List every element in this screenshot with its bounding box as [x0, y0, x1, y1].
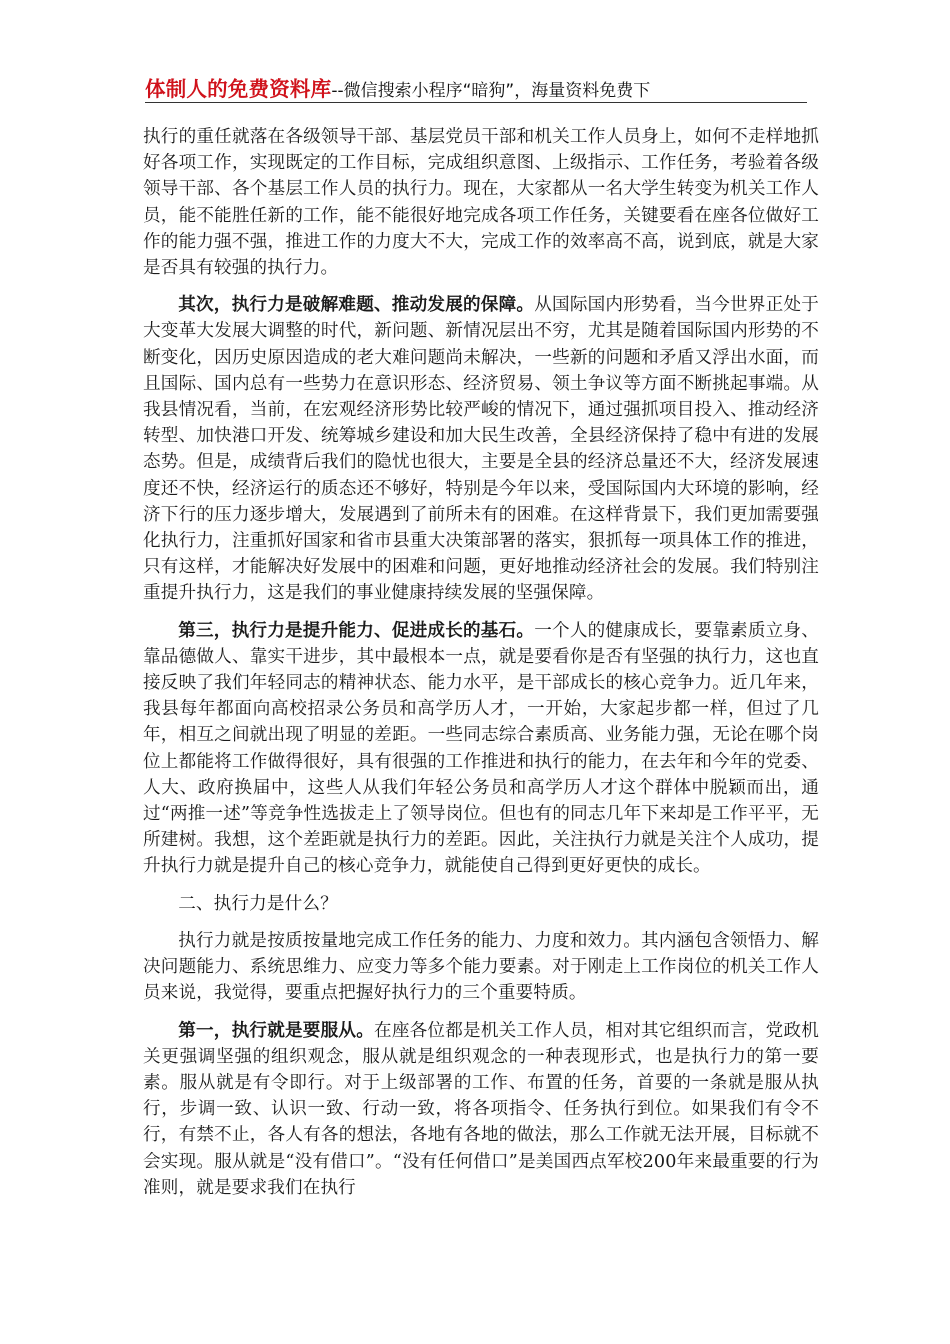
- section-heading-text: 二、执行力是什么？: [178, 893, 338, 914]
- document-body: [143, 124, 819, 1212]
- paragraph-lead: 第一，执行就是要服从。: [178, 1019, 375, 1041]
- paragraph-text: 从国际国内形势看，当今世界正处于大变革大发展大调整的时代，新问题、新情况层出不穷，尤其是随着国际国内形势的不断变化，因历史原因造成的老大难问题尚未解决，一些新的问题和矛盾又浮出水面，而且国际、国内总有一些势力在意识形态、经济贸易、领土争议等方面不断挑起事端。从我县情况看，当前，在宏观经济形势比较严峻的情况下，通过强抓项目投入、推动经济转型、加快港口开发、统筹城乡建设和加大民生改善，全县经济保持了稳中有进的发展态势。但是，成绩背后我们的隐忧也很大，主要是全县的经济总量还不大，经济发展速度还不快，经济运行的质态还不够好，特别是今年以来，受国际国内大环境的影响，经济下行的压力逐步增大，发展遇到了前所未有的困难。在这样背景下，我们更加需要强化执行力，注重抓好国家和省市县重大决策部署的落实，狠抓每一项具体工作的推进，只有这样，才能解决好发展中的困难和问题，更好地推动经济社会的发展。我们特别注重提升执行力，这是我们的事业健康持续发展的坚强保障。: [143, 295, 819, 604]
- paragraph-text: 在座各位都是机关工作人员，相对其它组织而言，党政机关更强调坚强的组织观念，服从就是组织观念的一种表现形式，也是执行力的第一要素。服从就是有令即行。对于上级部署的工作、布置的任务，首要的一条就是服从执行，步调一致、认识一致、行动一致，将各项指令、任务执行到位。如果我们有令不行，有禁不止，各人有各的想法，各地有各地的做法，那么工作就无法开展，目标就不会实现。服从就是“没有借口”。“没有任何借口”是美国西点军校200年来最重要的行为准则，就是要求我们在执行: [143, 1020, 819, 1198]
- page-header: [145, 72, 807, 103]
- paragraph-text: 执行力就是按质按量地完成工作任务的能力、力度和效力。其内涵包含领悟力、解决问题能力、系统思维力、应变力等多个能力要素。对于刚走上工作岗位的机关工作人员来说，我觉得，要重点把握好执行力的三个重要特质。: [143, 930, 819, 1004]
- paragraph-lead: 其次，执行力是破解难题、推动发展的保障。: [178, 294, 535, 316]
- header-tagline: --微信搜索小程序“暗狗”，海量资料免费下: [331, 81, 651, 101]
- paragraph: [143, 124, 819, 281]
- paragraph-text: 执行的重任就落在各级领导干部、基层党员干部和机关工作人员身上，如何不走样地抓好各项工作，实现既定的工作目标，完成组织意图、上级指示、工作任务，考验着各级领导干部、各个基层工作人员的执行力。现在，大家都从一名大学生转变为机关工作人员，能不能胜任新的工作，能不能很好地完成各项工作任务，关键要看在座各位做好工作的能力强不强，推进工作的力度大不大，完成工作的效率高不高，说到底，就是大家是否具有较强的执行力。: [143, 127, 819, 279]
- paragraph-lead: 第三，执行力是提升能力、促进成长的基石。: [178, 619, 535, 641]
- paragraph-text: 一个人的健康成长，要靠素质立身、靠品德做人、靠实干进步，其中最根本一点，就是要看你是否有坚强的执行力，这也直接反映了我们年轻同志的精神状态、能力水平，是干部成长的核心竞争力。近几年来，我县每年都面向高校招录公务员和高学历人才，一开始，大家起步都一样，但过了几年，相互之间就出现了明显的差距。一些同志综合素质高、业务能力强，无论在哪个岗位上都能将工作做得很好，具有很强的工作推进和执行的能力，在去年和今年的党委、人大、政府换届中，这些人从我们年轻公务员和高学历人才这个群体中脱颖而出，通过“两推一述”等竞争性选拔走上了领导岗位。但也有的同志几年下来却是工作平平，无所建树。我想，这个差距就是执行力的差距。因此，关注执行力就是关注个人成功，提升执行力就是提升自己的核心竞争力，就能使自己得到更好更快的成长。: [143, 620, 819, 877]
- section-heading: [143, 891, 819, 917]
- paragraph: [143, 618, 819, 880]
- paragraph: [143, 292, 819, 606]
- header-brand: 体制人的免费资料库: [145, 77, 332, 101]
- paragraph: [143, 928, 819, 1007]
- paragraph: [143, 1018, 819, 1201]
